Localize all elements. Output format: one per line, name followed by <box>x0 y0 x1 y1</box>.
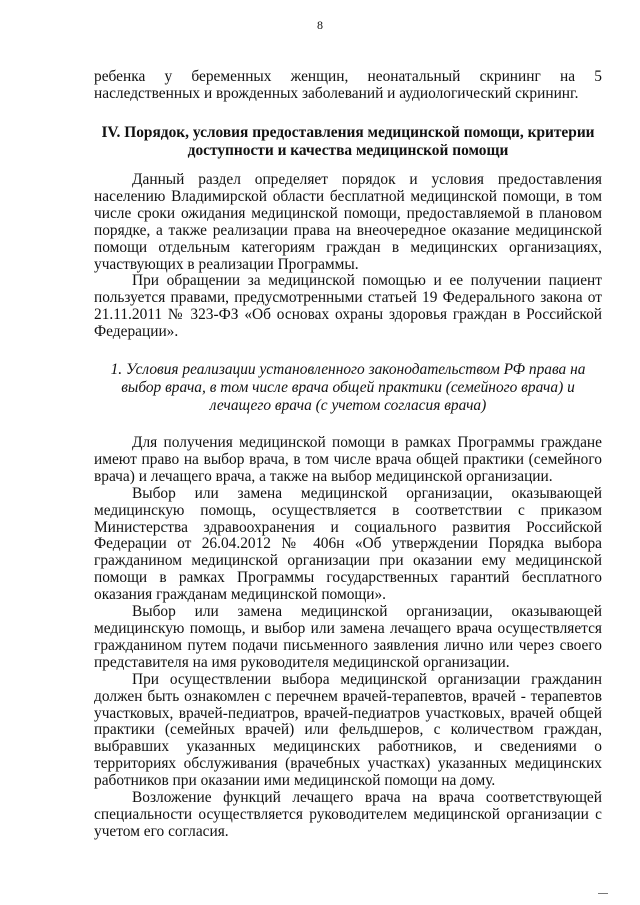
subsection-paragraph: Выбор или замена медицинской организации, оказывающей медицинскую помощь, осуществляется в соответствии с приказом Министерства здравоохранения и социального развития Российской Федерации от 26.04.2012 № 406н «Об утверждении Порядка выбора гражданином медицинской организации при оказании ему медицинской помощи в рамках Программы государственных гарантий бесплатного оказания гражданам медицинской помощи». <box>94 484 602 604</box>
subsection-paragraph: При осуществлении выбора медицинской организации гражданин должен быть ознакомлен с перечнем врачей-терапевтов, врачей - терапевтов участковых, врачей-педиатров, врачей-педиатров участковых, врачей общей практики (семейных врачей) или фельдшеров, с количеством граждан, выбравших указанных медицинских работников, и сведениями о территориях обслуживания (врачебных участках) указанных медицинских работников при оказании ими медицинской помощи на дому. <box>94 670 602 790</box>
page-number: 8 <box>317 18 323 32</box>
section-body <box>94 172 602 341</box>
subsection-paragraph: Возложение функций лечащего врача на врача соответствующей специальности осуществляется руководителем медицинской организации с учетом его согласия. <box>94 789 602 840</box>
subsection-heading: 1. Условия реализации установленного законодательством РФ права на выбор врача, в том числе врача общей практики (семейного врача) и лечащего врача (с учетом согласия врача) <box>110 361 586 414</box>
scan-mark <box>598 893 608 900</box>
subsection-body <box>94 435 602 841</box>
section-paragraph: При обращении за медицинской помощью и ее получении пациент пользуется правами, предусмотренными статьей 19 Федерального закона от 21.11.2011 № 323-ФЗ «Об основах охраны здоровья граждан в Российской Федерации». <box>94 272 602 341</box>
section-heading: IV. Порядок, условия предоставления медицинской помощи, критерии доступности и качества медицинской помощи <box>101 124 595 159</box>
subsection-paragraph: Для получения медицинской помощи в рамках Программы граждане имеют право на выбор врача, в том числе врача общей практики (семейного врача) и лечащего врача, а также на выбор медицинской организации. <box>94 434 602 485</box>
intro-text-block <box>94 69 602 103</box>
subsection-paragraph: Выбор или замена медицинской организации, оказывающей медицинскую помощь, и выбор или замена лечащего врача осуществляется гражданином путем подачи письменного заявления лично или через своего представителя на имя руководителя медицинской организации. <box>94 603 602 671</box>
section-paragraph: Данный раздел определяет порядок и условия предоставления населению Владимирской области бесплатной медицинской помощи, в том числе сроки ожидания медицинской помощи, предоставляемой в плановом порядке, а также реализации права на внеочередное оказание медицинской помощи отдельным категориям граждан в медицинских организациях, участвующих в реализации Программы. <box>94 171 602 273</box>
intro-paragraph: ребенка у беременных женщин, неонатальный скрининг на 5 наследственных и врожденных заболеваний и аудиологический скрининг. <box>94 68 602 102</box>
